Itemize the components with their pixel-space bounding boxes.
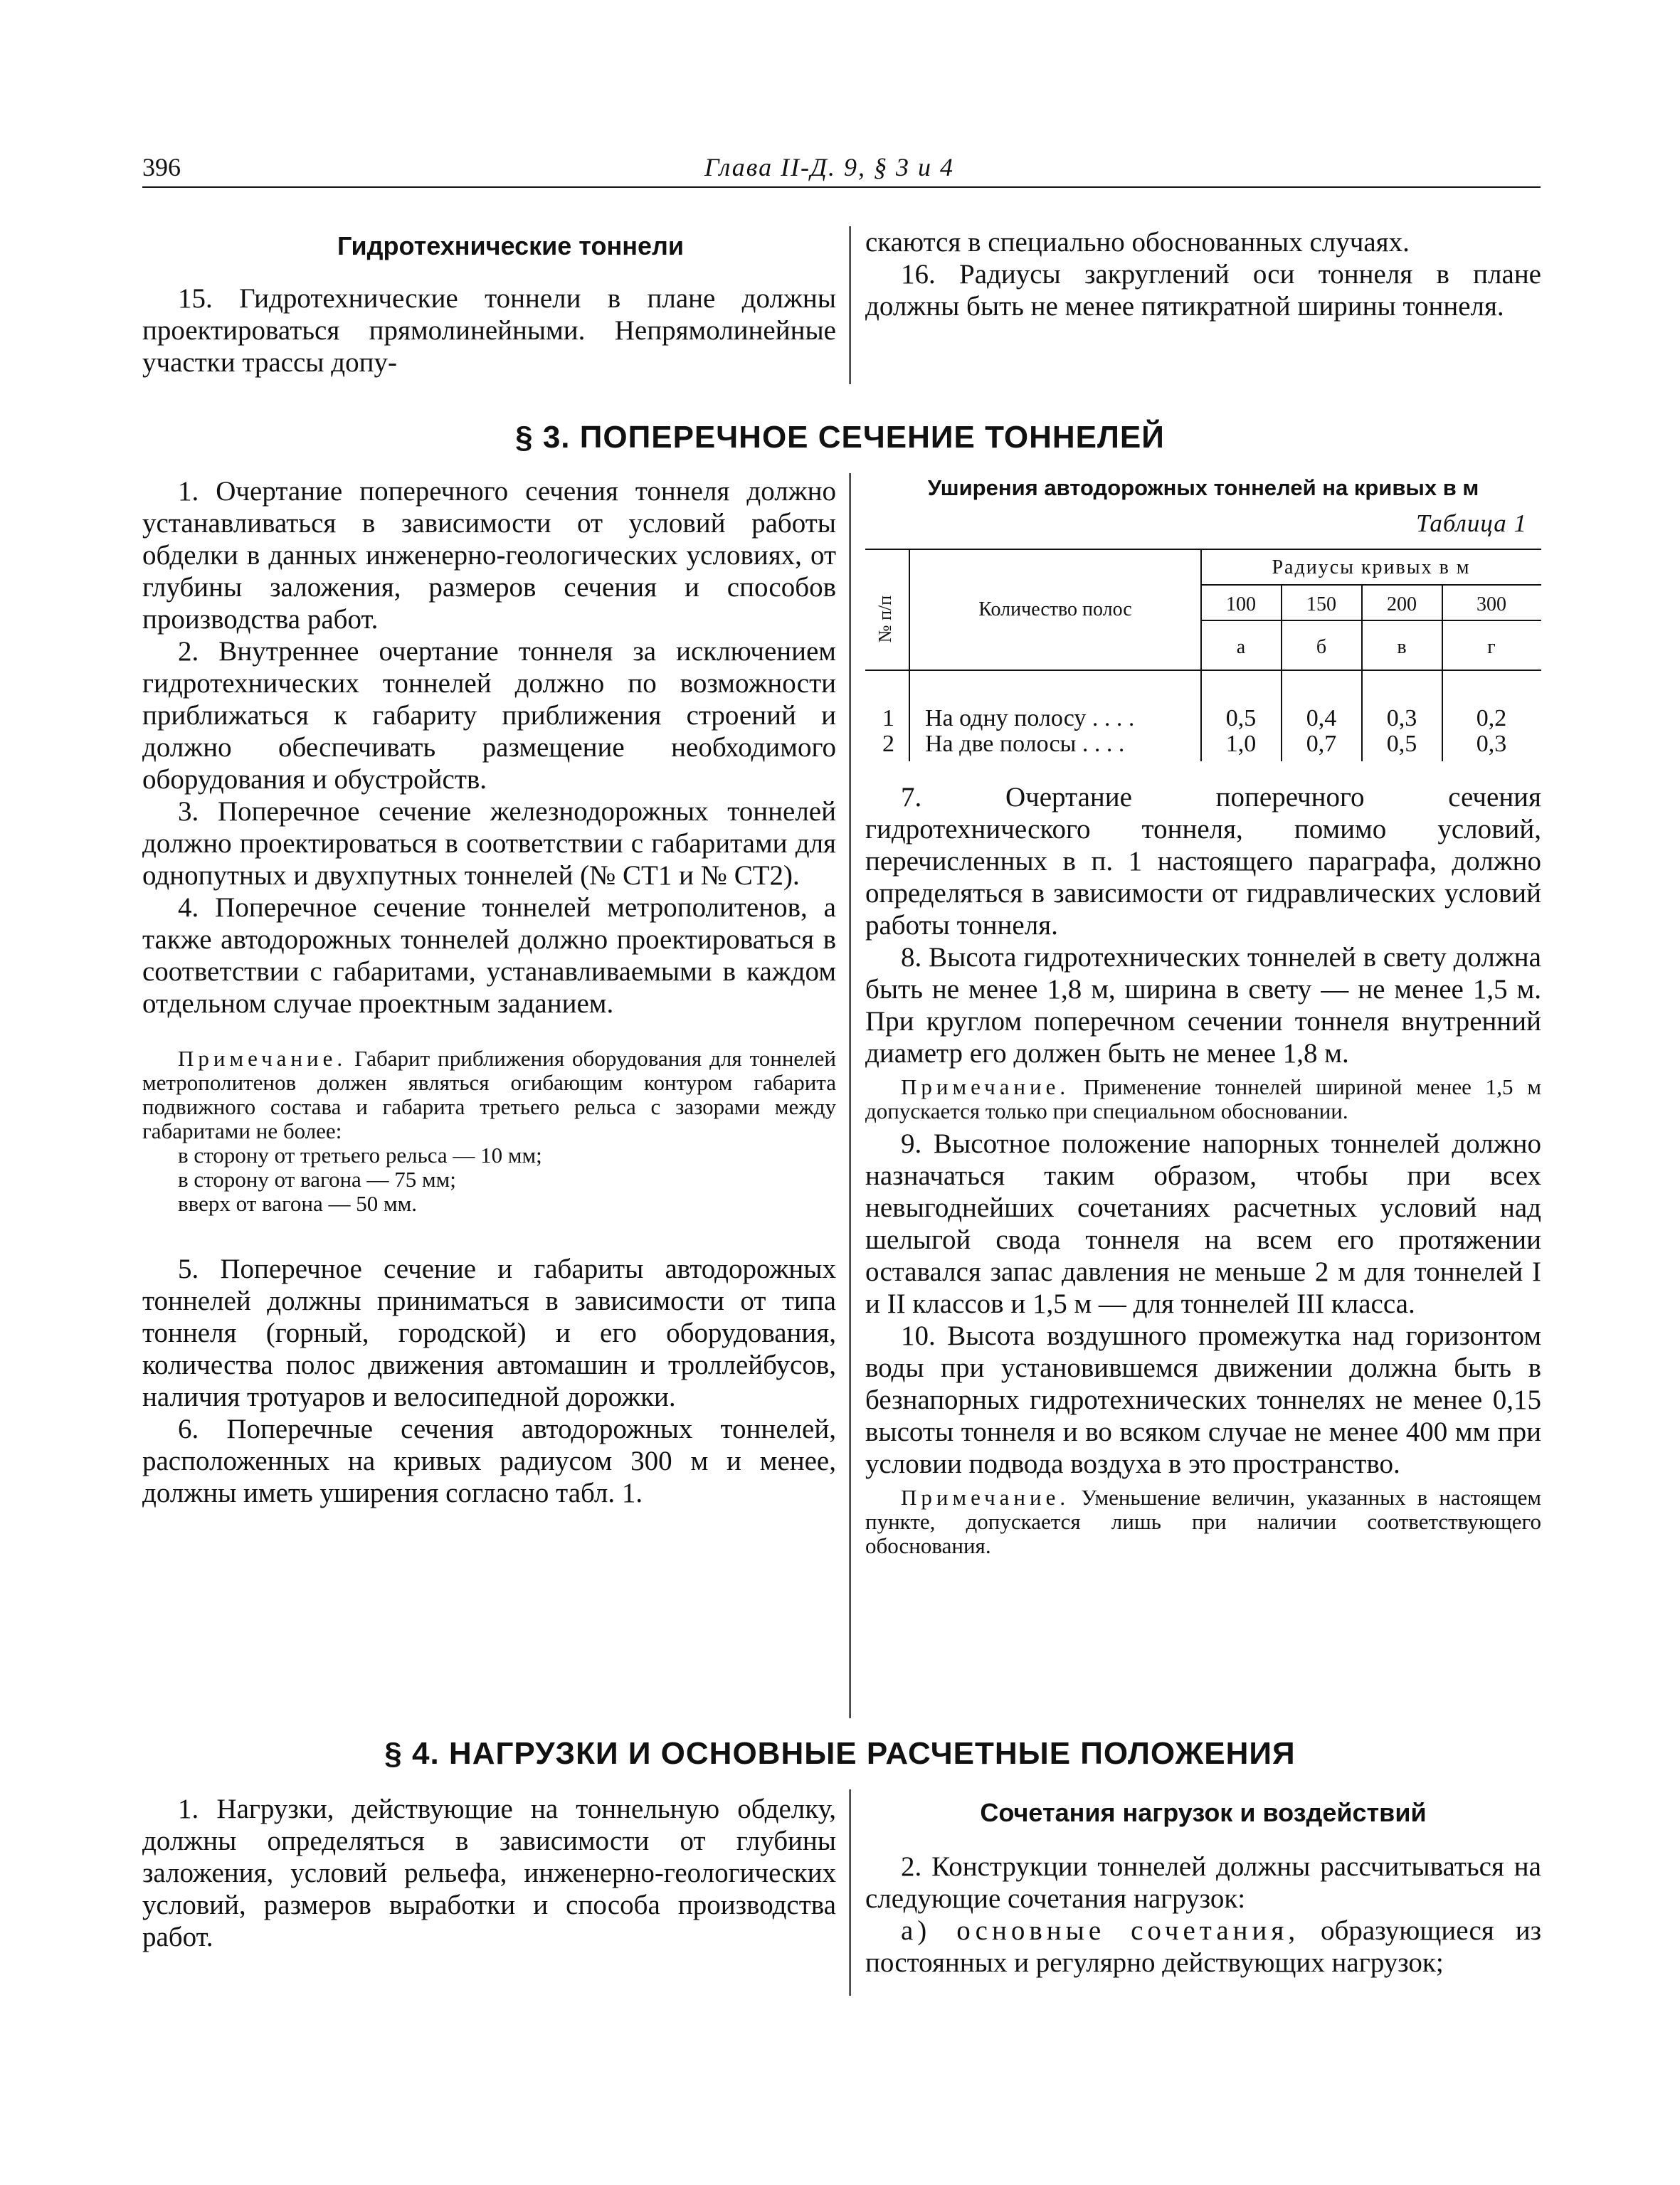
hydro-heading: Гидротехнические тоннели [337,231,684,260]
paragraph-3-4: 4. Поперечное сечение тоннелей метрополитенов, а также автодорожных тоннелей должно проектироваться в соответствии с габаритами, устанавливаемыми в каждом отдельном случае проектным заданием. [142,892,836,1019]
paragraph-4-2a [865,1915,1541,1979]
note-1 [142,1047,836,1143]
table-radius-150: 150 [1306,593,1336,615]
hydro-right-column [865,226,1541,322]
table-row-2-value-v: 0,5 [1386,731,1417,757]
table-radius-300: 300 [1476,593,1506,615]
note-1-text: Габарит приближения оборудования для тоннелей метрополитенов должен являться огибающим контуром габарита подвижного состава и габарита третьего рельса с зазорами между габаритами не более: [142,1046,836,1143]
note-3-text: Уменьшение величин, указанных в настоящем пункте, допускается лишь при наличии соответствующего обоснования. [865,1485,1542,1558]
hydro-left-column [142,231,836,379]
section-3-right-column [865,475,1541,1558]
table-row-1-value-g: 0,2 [1476,705,1507,731]
note-1-list [142,1143,836,1216]
note-2 [865,1075,1541,1123]
section-4-heading: § 4. НАГРУЗКИ И ОСНОВНЫЕ РАСЧЕТНЫЕ ПОЛОЖЕНИЯ [384,1736,1296,1771]
paragraph-4-2a-text: образующиеся из постоянных и регулярно действующих нагрузок; [865,1915,1542,1978]
table-radii-header: Радиусы кривых в м [1272,556,1471,578]
paragraph-3-3: 3. Поперечное сечение железнодорожных тоннелей должно проектироваться в соответствии с габаритами для однопутных и двухпутных тоннелей (№ СТ1 и № СТ2). [142,796,836,891]
paragraph-15-continued: скаются в специально обоснованных случаях. [865,227,1410,258]
note-3-label: Примечание. [901,1485,1070,1510]
table-row-1-num: 1 [882,705,894,731]
section-3-left-column [142,475,836,1509]
column-divider [849,1789,851,1996]
paragraph-4-2a-label: а) основные сочетания, [901,1915,1300,1946]
table-col-lanes-header: Количество полос [978,598,1132,620]
table-row-2-value-a: 1,0 [1225,731,1257,757]
table-1-title: Уширения автодорожных тоннелей на кривых в м [927,475,1479,500]
paragraph-3-1: 1. Очертание поперечного сечения тоннеля должно устанавливаться в зависимости от условий работы обделки в данных инженерно-геологических условиях, от глубины заложения, размеров сечения и способов производства работ. [142,476,836,635]
table-row-2-label: На две полосы . . . . [925,731,1125,757]
table-row-1-value-a: 0,5 [1225,705,1257,731]
loads-subheading: Сочетания нагрузок и воздействий [980,1798,1427,1827]
table-radius-200: 200 [1387,593,1417,615]
section-4-right-column [865,1798,1541,1979]
note-2-label: Примечание. [901,1074,1070,1099]
table-1 [865,548,1541,776]
note-1-item: вверх от вагона — 50 мм. [178,1191,418,1216]
table-letter-g: г [1487,636,1496,658]
table-row-2-num: 2 [882,731,894,757]
paragraph-3-6: 6. Поперечные сечения автодорожных тоннелей, расположенных на кривых радиусом 300 м и менее, должны иметь уширения согласно табл. 1. [142,1414,836,1508]
note-1-item: в сторону от вагона — 75 мм; [178,1167,456,1192]
paragraph-4-2: 2. Конструкции тоннелей должны рассчитываться на следующие сочетания нагрузок: [865,1851,1541,1914]
paragraph-3-8: 8. Высота гидротехнических тоннелей в свету должна быть не менее 1,8 м, ширина в свету — не менее 1,5 м. При круглом поперечном сечении тоннеля внутренний диаметр его должен быть не менее 1,8 м. [865,942,1541,1069]
page-number: 396 [142,153,181,181]
table-1-label: Таблица 1 [1416,509,1527,537]
paragraph-16: 16. Радиусы закруглений оси тоннеля в плане должны быть не менее пятикратной ширины тоннеля. [865,259,1541,322]
table-row-2-value-g: 0,3 [1476,731,1507,757]
paragraph-4-1: 1. Нагрузки, действующие на тоннельную обделку, должны определяться в зависимости от глубины заложения, условий рельефа, инженерно-геологических условий, размеров выработки и способа производства работ. [142,1794,836,1952]
note-1-item: в сторону от третьего рельса — 10 мм; [178,1143,542,1168]
running-title: Глава II-Д. 9, § 3 и 4 [704,153,954,181]
note-3 [865,1486,1541,1558]
paragraph-3-5: 5. Поперечное сечение и габариты автодорожных тоннелей должны приниматься в зависимости от типа тоннеля (горный, городской) и его оборудования, количества полос движения автомашин и троллейбусов, наличия тротуаров и велосипедной дорожки. [142,1254,836,1412]
paragraph-3-9: 9. Высотное положение напорных тоннелей должно назначаться таким образом, чтобы при всех невыгоднейших сочетаниях расчетных условий над шелыгой свода тоннеля на всем его протяжении оставался запас давления не меньше 2 м для тоннелей I и II классов и 1,5 м — для тоннелей III класса. [865,1128,1541,1319]
table-row-1-value-v: 0,3 [1386,705,1417,731]
table-col-num-header: № п/п [875,595,895,643]
table-row-2-value-b: 0,7 [1306,731,1337,757]
paragraph-3-2: 2. Внутреннее очертание тоннеля за исключением гидротехнических тоннелей должно по возможности приближаться к габариту приближения строений и должно обеспечивать размещение необходимого оборудования и обустройств. [142,636,836,795]
paragraph-15: 15. Гидротехнические тоннели в плане должны проектироваться прямолинейными. Непрямолинейные участки трассы допу- [142,283,836,378]
section-3-heading: § 3. ПОПЕРЕЧНОЕ СЕЧЕНИЕ ТОННЕЛЕЙ [515,420,1165,455]
table-row-1-value-b: 0,4 [1306,705,1337,731]
table-radius-100: 100 [1226,593,1256,615]
note-2-text: Применение тоннелей шириной менее 1,5 м допускается только при специальном обосновании. [865,1074,1541,1123]
paragraph-3-7: 7. Очертание поперечного сечения гидротехнического тоннеля, помимо условий, перечисленных в п. 1 настоящего параграфа, должно определяться в зависимости от гидравлических условий работы тоннеля. [865,782,1541,941]
paragraph-3-10: 10. Высота воздушного промежутка над горизонтом воды при установившемся движении должна быть в безнапорных гидротехнических тоннелях не менее 0,15 высоты тоннеля и во всяком случае не менее 400 мм при условии подвода воздуха в это пространство. [865,1321,1541,1479]
header-rule [142,186,1541,188]
column-divider [849,226,851,384]
table-letter-v: в [1397,636,1407,658]
table-letter-b: б [1316,636,1327,658]
table-row-1-label: На одну полосу . . . . [925,705,1135,731]
table-letter-a: а [1236,636,1246,658]
note-1-label: Примечание. [178,1046,347,1071]
column-divider [849,473,851,1718]
section-4-left-column [142,1793,836,1953]
